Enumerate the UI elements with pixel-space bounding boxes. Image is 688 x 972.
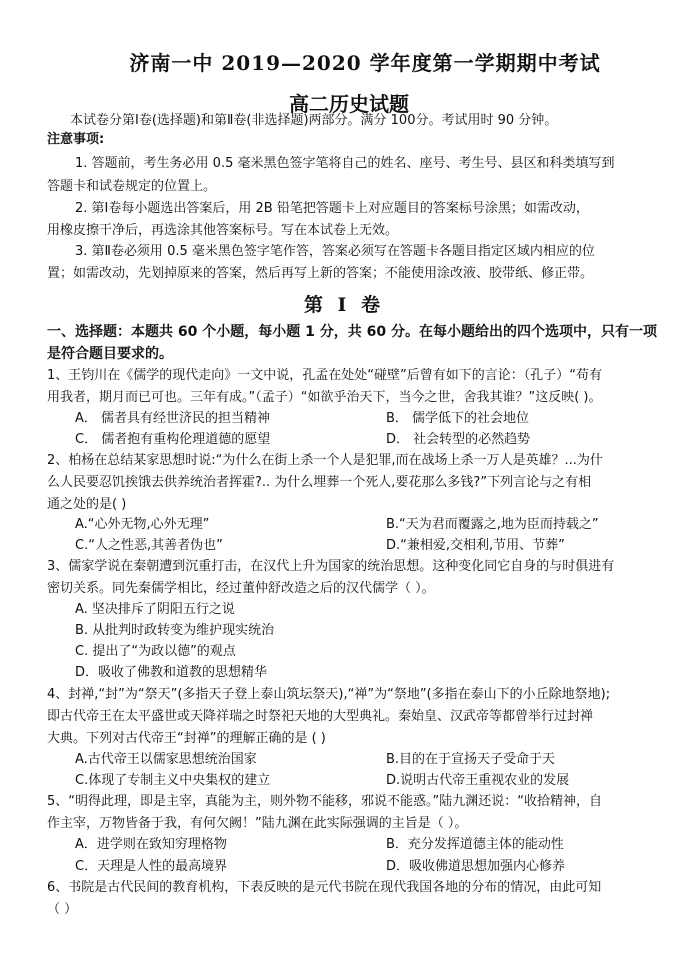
question-stem: 2、柏杨在总结某家思想时说:“为什么在街上杀一个人是犯罪,而在战场上杀一万人是英雄？...为什 [47, 453, 603, 468]
note-line: 置；如需改动，先划掉原来的答案，然后再写上新的答案；不能使用涂改液、胶带纸、修正带。 [47, 266, 594, 281]
option-d[interactable]: D.说明古代帝王重视农业的发展 [386, 773, 570, 788]
option-d[interactable]: D.“兼相爱,交相利,节用、节葬” [386, 538, 565, 553]
note-line: 2. 第Ⅰ卷每小题选出答案后，用 2B 铅笔把答题卡上对应题目的答案标号涂黑；如需改动， [75, 201, 589, 216]
option-d[interactable]: D． 社会转型的必然趋势 [386, 432, 531, 447]
exam-title: 济南一中 2019—2020 学年度第一学期期中考试 [129, 51, 601, 75]
question-stem: 作主宰，万物皆备于我，有何欠阙！”陆九渊在此实际强调的主旨是（ ）。 [47, 816, 468, 831]
option-c[interactable]: C． 儒者抱有重构伦理道德的愿望 [75, 432, 271, 447]
intro-text: 本试卷分第Ⅰ卷(选择题)和第Ⅱ卷(非选择题)两部分。满分 100分。考试用时 90 分钟。 [70, 113, 558, 128]
volume-heading: 第 Ⅰ 卷 [303, 294, 385, 316]
option-b[interactable]: B.“天为君而覆露之,地为臣而持载之” [386, 517, 599, 532]
option-b[interactable]: B．充分发挥道德主体的能动性 [386, 837, 564, 852]
note-line: 1. 答题前，考生务必用 0.5 毫米黑色签字笔将自己的姓名、座号、考生号、县区和科类填写到 [75, 156, 615, 171]
question-stem: 即古代帝王在太平盛世或天降祥瑞之时祭祀天地的大型典礼。秦始皇、汉武帝等都曾举行过封禅 [47, 709, 594, 724]
option-a[interactable]: A．进学则在致知穷理格物 [75, 837, 227, 852]
option-a[interactable]: A.古代帝王以儒家思想统治国家 [75, 752, 257, 767]
question-stem: 4、封禅,“封”为“祭天”(多指天子登上泰山筑坛祭天),“禅”为“祭地”(多指在泰山下的小丘除地祭地); [47, 687, 611, 702]
option-b[interactable]: B.目的在于宣扬天子受命于天 [386, 752, 556, 767]
question-stem: 6、书院是古代民间的教育机构，下表反映的是元代书院在现代我国各地的分布的情况，由此可知 [47, 880, 602, 895]
question-stem: 5、“明得此理，即是主宰，真能为主，则外物不能移，邪说不能惑。”陆九渊还说：“收拾精神，自 [47, 794, 602, 809]
question-stem: 1、王钧川在《儒学的现代走向》一文中说，孔孟在处处“碰壁”后曾有如下的言论：（孔子）“苟有 [47, 368, 602, 383]
option-b[interactable]: B. 从批判时政转变为维护现实统治 [75, 623, 275, 638]
option-d[interactable]: D．吸收佛道思想加强内心修养 [386, 859, 566, 874]
option-c[interactable]: C.“人之性恶,其善者伪也” [75, 538, 223, 553]
option-a[interactable]: A.“心外无物,心外无理” [75, 517, 210, 532]
option-a[interactable]: A. 坚决排斥了阴阳五行之说 [75, 602, 235, 617]
option-a[interactable]: A． 儒者具有经世济民的担当精神 [75, 411, 271, 426]
option-c[interactable]: C．天理是人性的最高境界 [75, 859, 228, 874]
question-stem: 通之处的是( ) [47, 497, 127, 512]
note-line: 3. 第Ⅱ卷必须用 0.5 毫米黑色签字笔作答，答案必须写在答题卡各题目指定区域内相应的位 [75, 244, 595, 259]
option-b[interactable]: B． 儒学低下的社会地位 [386, 411, 530, 426]
section-heading: 是符合题目要求的。 [47, 346, 173, 362]
question-stem: 用我者，期月而已可也。三年有成。”（孟子）“如欲乎治天下，当今之世，舍我其谁？”这反映( )。 [47, 390, 602, 405]
question-stem: 大典。下列对古代帝王“封禅”的理解正确的是 ( ) [47, 731, 326, 746]
question-stem: 么人民要忍饥挨饿去供养统治者挥霍?.. 为什么埋葬一个死人,要花那么多钱?”下列言论与之有相 [47, 475, 592, 490]
question-stem: 密切关系。同先秦儒学相比，经过董仲舒改造之后的汉代儒学（ ）。 [47, 581, 435, 596]
note-line: 答题卡和试卷规定的位置上。 [47, 179, 217, 194]
option-c[interactable]: C.体现了专制主义中央集权的建立 [75, 773, 271, 788]
section-heading: 一、选择题：本题共 60 个小题，每小题 1 分，共 60 分。在每小题给出的四个选项中，只有一项 [47, 324, 657, 340]
question-stem: （ ） [47, 902, 78, 917]
option-c[interactable]: C. 提出了“为政以德”的观点 [75, 644, 236, 659]
question-stem: 3、儒家学说在秦朝遭到沉重打击，在汉代上升为国家的统治思想。这种变化同它自身的与时俱进有 [47, 559, 615, 574]
subject-title: 高二历史试题 [289, 92, 409, 116]
option-d[interactable]: D．吸收了佛教和道教的思想精华 [75, 665, 268, 680]
note-line: 用橡皮擦干净后，再选涂其他答案标号。写在本试卷上无效。 [47, 223, 399, 238]
notes-heading: 注意事项: [47, 132, 105, 147]
